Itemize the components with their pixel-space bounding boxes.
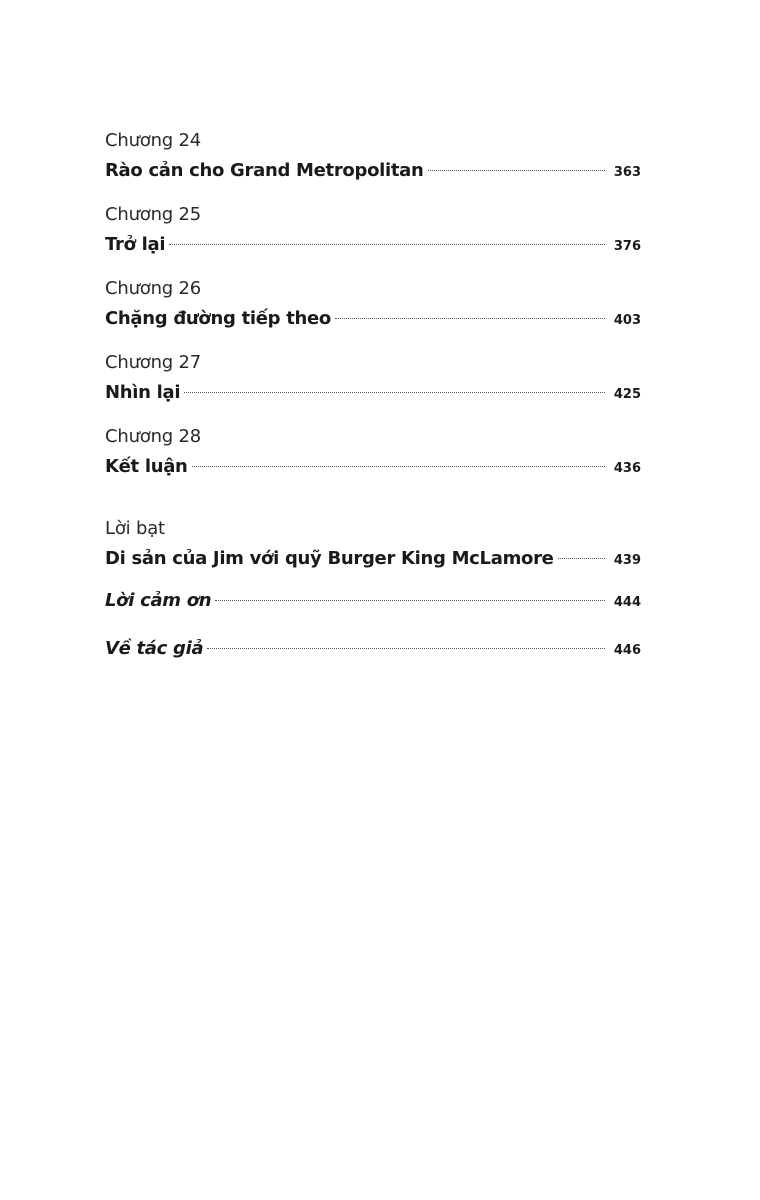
about-author-title[interactable]: Về tác giả [105, 638, 204, 659]
toc-chapter-28[interactable] [105, 424, 641, 484]
toc-chapter-26[interactable] [105, 276, 641, 336]
page-number: 439 [613, 553, 641, 568]
chapter-number: Chương 26 [105, 278, 202, 299]
dot-leader [215, 600, 605, 601]
table-of-contents [105, 128, 641, 680]
page-number: 425 [613, 387, 641, 402]
dot-leader [335, 318, 605, 319]
dot-leader [169, 244, 605, 245]
page-number: 436 [613, 461, 641, 476]
dot-leader [184, 392, 605, 393]
page-number: 444 [613, 595, 641, 610]
toc-chapter-25[interactable] [105, 202, 641, 262]
chapter-title[interactable]: Rào cản cho Grand Metropolitan [105, 160, 424, 181]
chapter-title[interactable]: Nhìn lại [105, 382, 181, 403]
toc-entry[interactable] [105, 228, 641, 262]
dot-leader [558, 558, 605, 559]
toc-entry[interactable] [105, 302, 641, 336]
toc-entry[interactable] [105, 542, 641, 576]
dot-leader [192, 466, 605, 467]
page-number: 446 [613, 643, 641, 658]
dot-leader [428, 170, 605, 171]
page-number: 403 [613, 313, 641, 328]
chapter-number: Chương 24 [105, 130, 202, 151]
toc-entry[interactable] [105, 450, 641, 484]
toc-acknowledgements[interactable] [105, 584, 641, 618]
acknowledgements-title[interactable]: Lời cảm ơn [105, 590, 212, 611]
toc-afterword[interactable] [105, 516, 641, 576]
afterword-label: Lời bạt [105, 518, 165, 539]
toc-entry[interactable] [105, 376, 641, 410]
toc-chapter-24[interactable] [105, 128, 641, 188]
toc-chapter-27[interactable] [105, 350, 641, 410]
page-number: 376 [613, 239, 641, 254]
page-number: 363 [613, 165, 641, 180]
dot-leader [207, 648, 605, 649]
toc-about-author[interactable] [105, 632, 641, 666]
toc-entry[interactable] [105, 154, 641, 188]
chapter-number: Chương 28 [105, 426, 202, 447]
chapter-number: Chương 25 [105, 204, 202, 225]
chapter-title[interactable]: Trở lại [105, 234, 166, 255]
chapter-title[interactable]: Kết luận [105, 456, 188, 477]
afterword-title[interactable]: Di sản của Jim với quỹ Burger King McLamore [105, 548, 554, 569]
chapter-title[interactable]: Chặng đường tiếp theo [105, 308, 331, 329]
chapter-number: Chương 27 [105, 352, 202, 373]
